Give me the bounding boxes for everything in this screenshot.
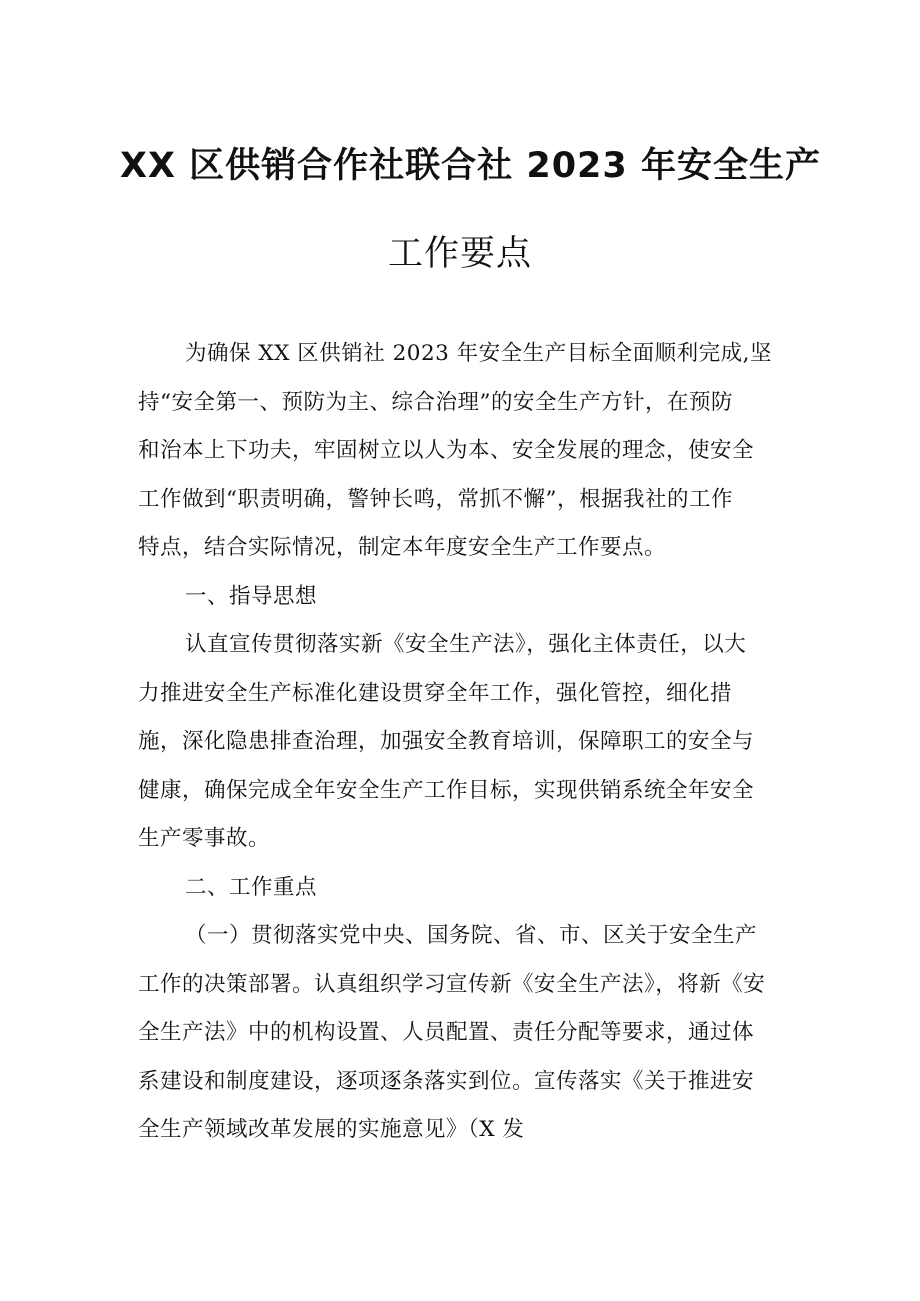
- paragraph-priority-one-line: （一）贯彻落实党中央、国务院、省、市、区关于安全生产: [185, 923, 758, 948]
- section-heading-guiding-ideology: 一、指导思想: [185, 583, 318, 609]
- paragraph-priority-one-line: 全生产领域改革发展的实施意见》（X 发: [138, 1117, 525, 1142]
- paragraph-priority-one-line: 全生产法》中的机构设置、人员配置、责任分配等要求，通过体: [138, 1020, 755, 1045]
- paragraph-priority-one-line: 系建设和制度建设，逐项逐条落实到位。宣传落实《关于推进安: [138, 1068, 755, 1094]
- document-title-line-2: 工作要点: [387, 234, 532, 274]
- paragraph-intro-line: 持“安全第一、预防为主、综合治理”的安全生产方针，在预防: [138, 389, 733, 415]
- paragraph-priority-one-line: 工作的决策部署。认真组织学习宣传新《安全生产法》，将新《安: [138, 971, 766, 997]
- document-title-line-1: XX 区供销合作社联合社 2023 年安全生产: [120, 146, 821, 186]
- paragraph-intro-line: 特点，结合实际情况，制定本年度安全生产工作要点。: [138, 535, 667, 560]
- paragraph-guiding-line: 认直宣传贯彻落实新《安全生产法》，强化主体责任，以大: [185, 632, 747, 657]
- paragraph-guiding-line: 力推进安全生产标准化建设贯穿全年工作，强化管控，细化措: [138, 680, 733, 706]
- paragraph-guiding-line: 施，深化隐患排查治理，加强安全教育培训，保障职工的安全与: [138, 729, 755, 754]
- paragraph-intro-line: 和治本上下功夫，牢固树立以人为本、安全发展的理念，使安全: [138, 438, 755, 463]
- paragraph-intro-line: 工作做到“职责明确，警钟长鸣，常抓不懈”，根据我社的工作: [138, 486, 733, 512]
- paragraph-guiding-line: 生产零事故。: [138, 826, 271, 851]
- section-heading-work-priorities: 二、工作重点: [185, 874, 318, 900]
- document-body: [138, 330, 788, 1155]
- paragraph-guiding-line: 健康，确保完成全年安全生产工作目标，实现供销系统全年安全: [138, 777, 755, 803]
- paragraph-intro-line: 为确保 XX 区供销社 2023 年安全生产目标全面顺利完成,坚: [185, 341, 773, 366]
